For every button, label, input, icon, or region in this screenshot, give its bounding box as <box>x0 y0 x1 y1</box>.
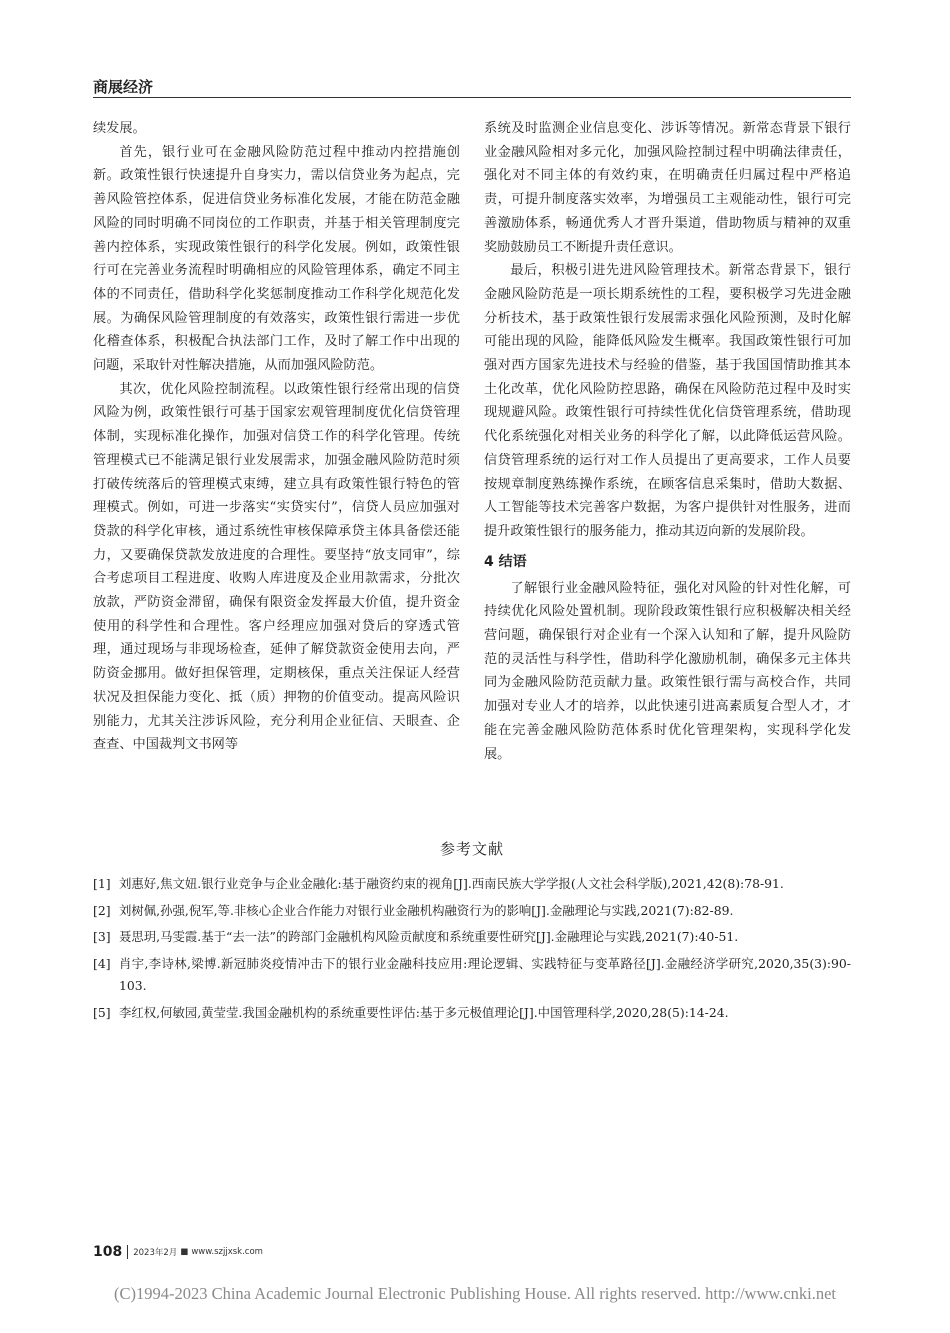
paragraph: 了解银行业金融风险特征，强化对风险的针对性化解，可持续优化风险处置机制。现阶段政策性银行应积极解决相关经营问题，确保银行对企业有一个深入认知和了解，提升风险防范的灵活性与科学性，借助科学化激励机制，确保多元主体共同为金融风险防范贡献力量。政策性银行需与高校合作，共同加强对专业人才的培养，以此快速引进高素质复合型人才，才能在完善金融风险防范体系时优化管理架构，实现科学化发展。 <box>484 580 851 762</box>
right-column <box>484 117 851 766</box>
paragraph: 续发展。 <box>93 121 146 136</box>
footer-issue: 2023年2月 <box>133 1248 178 1258</box>
reference-number: [5] <box>93 1004 111 1020</box>
section-heading-conclusion: 4 结语 <box>484 553 527 570</box>
left-column <box>93 117 460 757</box>
reference-number: [1] <box>93 876 111 891</box>
footer-divider <box>127 1245 128 1259</box>
reference-item <box>93 873 851 896</box>
reference-number: [2] <box>93 902 111 918</box>
references-title: 参考文献 <box>439 840 504 858</box>
references-list <box>93 873 851 1028</box>
paragraph: 首先，银行业可在金融风险防范过程中推动内控措施创新。政策性银行快速提升自身实力，需以信贷业务为起点，完善风险管控体系，促进信贷业务标准化发展，才能在防范金融风险的同时明确不同岗位的工作职责，并基于相关管理制度完善内控体系，实现政策性银行的科学化发展。例如，政策性银行可在完善业务流程时明确相应的风险管理体系，确定不同主体的不同责任，借助科学化奖惩制度推动工作科学化规范化发展。为确保风险管理制度的有效落实，政策性银行需进一步优化稽查体系，积极配合执法部门工作，及时了解工作中出现的问题，采取针对性解决措施，从而加强风险防范。 <box>93 144 460 374</box>
reference-number: [4] <box>93 955 111 971</box>
footer-bullet: ■ <box>180 1247 189 1257</box>
footer-website: www.szjjxsk.com <box>191 1247 263 1257</box>
page-footer <box>93 1244 263 1260</box>
reference-item <box>93 900 851 923</box>
reference-number: [3] <box>93 929 111 944</box>
reference-text: 肖宇,李诗林,梁博.新冠肺炎疫情冲击下的银行业金融科技应用:理论逻辑、实践特征与变革路径[J].金融经济学研究,2020,35(3):90-103. <box>119 955 851 993</box>
paragraph: 最后，积极引进先进风险管理技术。新常态背景下，银行金融风险防范是一项长期系统性的工程，要积极学习先进金融分析技术，基于政策性银行发展需求强化风险预测，及时化解可能出现的风险，能降低风险发生概率。我国政策性银行可加强对西方国家先进技术与经验的借鉴，基于我国国情助推其本土化改革，优化风险防控思路，确保在风险防范过程中及时实现规避风险。政策性银行可持续性优化信贷管理系统，借助现代化系统强化对相关业务的科学化了解，以此降低运营风险。信贷管理系统的运行对工作人员提出了更高要求，工作人员要按规章制度熟练操作系统，在顾客信息采集时，借助大数据、人工智能等技术完善客户数据，为客户提供针对性服务，进而提升政策性银行的服务能力，推动其迈向新的发展阶段。 <box>484 263 851 539</box>
reference-item <box>93 953 851 998</box>
copyright-notice: (C)1994-2023 China Academic Journal Electronic Publishing House. All rights reserved. http://www.cnki.net <box>113 1284 837 1303</box>
reference-text: 刘树佩,孙强,倪军,等.非核心企业合作能力对银行业金融机构融资行为的影响[J].金融理论与实践,2021(7):82-89. <box>119 902 734 918</box>
reference-text: 聂思玥,马雯霞.基于“去一法”的跨部门金融机构风险贡献度和系统重要性研究[J].金融理论与实践,2021(7):40-51. <box>119 929 739 944</box>
paragraph: 其次，优化风险控制流程。以政策性银行经常出现的信贷风险为例，政策性银行可基于国家宏观管理制度优化信贷管理体制，实现标准化操作，加强对信贷工作的科学化管理。传统管理模式已不能满足银行业发展需求，加强金融风险防范时须打破传统落后的管理模式束缚，建立具有政策性银行特色的管理模式。例如，可进一步落实“实贷实付”，信贷人员应加强对贷款的科学化审核，通过系统性审核保障承贷主体具备偿还能力，又要确保贷款发放进度的合理性。要坚持“放支同审”，综合考虑项目工程进度、收购人库进度及企业用款需求，分批次放款，严防资金滞留，确保有限资金发挥最大价值，提升资金使用的科学性和合理性。客户经理应加强对贷后的穿透式管理，通过现场与非现场检查，延伸了解贷款资金使用去向，严防资金挪用。做好担保管理，定期核保，重点关注保证人经营状况及担保能力变化、抵（质）押物的价值变动。提高风险识别能力，尤其关注涉诉风险，充分利用企业征信、天眼查、企查查、中国裁判文书网等 <box>93 381 460 753</box>
journal-header: 商展经济 <box>93 78 154 96</box>
reference-text: 李红权,何敏园,黄莹莹.我国金融机构的系统重要性评估:基于多元极值理论[J].中国管理科学,2020,28(5):14-24. <box>119 1004 729 1020</box>
reference-item <box>93 1002 851 1025</box>
paragraph: 系统及时监测企业信息变化、涉诉等情况。新常态背景下银行业金融风险相对多元化，加强风险控制过程中明确法律责任，强化对不同主体的有效约束，在明确责任归属过程中严格追责，可提升制度落实效率，为增强员工主观能动性，银行可完善激励体系，畅通优秀人才晋升渠道，借助物质与精神的双重奖励鼓励员工不断提升责任意识。 <box>484 121 851 255</box>
page-number: 108 <box>93 1244 123 1260</box>
reference-text: 刘惠好,焦文妞.银行业竞争与企业金融化:基于融资约束的视角[J].西南民族大学学报(人文社会科学版),2021,42(8):78-91. <box>119 876 784 891</box>
header-rule <box>93 97 851 98</box>
reference-item <box>93 926 851 949</box>
